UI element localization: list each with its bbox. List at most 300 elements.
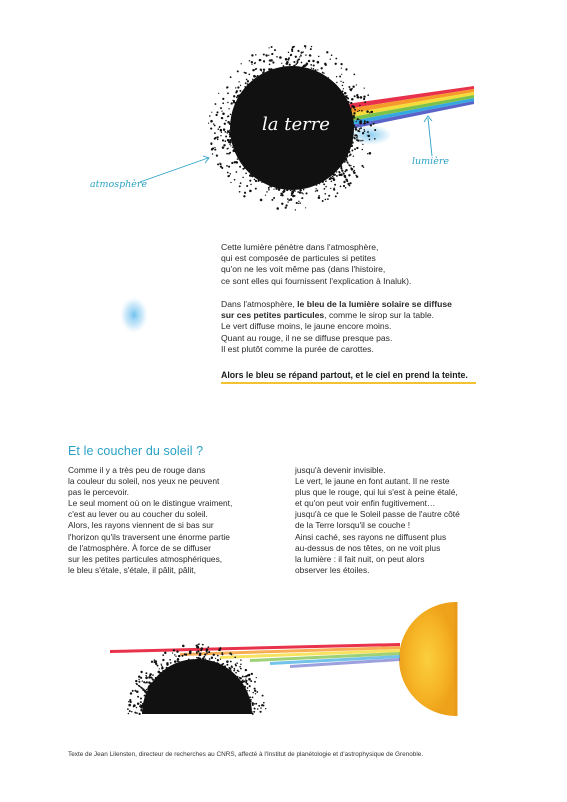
particle-dot bbox=[148, 681, 150, 683]
particle-dot bbox=[239, 666, 241, 668]
particle-dot bbox=[170, 662, 172, 664]
particle-dot bbox=[331, 177, 333, 179]
particle-dot bbox=[339, 76, 341, 78]
particle-dot bbox=[215, 114, 217, 116]
particle-dot bbox=[263, 702, 265, 704]
particle-dot bbox=[269, 63, 271, 65]
particle-dot bbox=[369, 152, 372, 155]
particle-dot bbox=[353, 172, 356, 175]
particle-dot bbox=[136, 691, 139, 694]
particle-dot bbox=[268, 187, 270, 189]
particle-dot bbox=[335, 195, 337, 197]
light-label: lumière bbox=[412, 156, 449, 167]
particle-dot bbox=[196, 651, 197, 652]
rainbow-beam-bottom bbox=[110, 643, 400, 668]
particle-dot bbox=[246, 185, 248, 187]
particle-dot bbox=[248, 674, 250, 676]
diffusion-lead: Dans l'atmosphère, bbox=[221, 299, 298, 309]
particle-dot bbox=[323, 183, 325, 185]
particle-dot bbox=[305, 207, 306, 208]
particle-dot bbox=[285, 204, 287, 206]
particle-dot bbox=[204, 653, 206, 655]
light-arrow bbox=[424, 116, 432, 156]
particle-dot bbox=[217, 139, 219, 141]
particle-dot bbox=[202, 644, 204, 646]
particle-dot bbox=[269, 47, 270, 48]
particle-dot bbox=[265, 708, 266, 709]
particle-dot bbox=[369, 139, 371, 141]
particle-dot bbox=[244, 192, 246, 194]
particle-dot bbox=[346, 95, 348, 97]
particle-dot bbox=[225, 120, 227, 122]
particle-dot bbox=[249, 190, 252, 193]
particle-dot bbox=[148, 676, 151, 679]
particle-dot bbox=[360, 120, 362, 122]
particle-dot bbox=[281, 203, 283, 205]
particle-dot bbox=[235, 665, 237, 667]
particle-dot bbox=[367, 153, 368, 154]
particle-dot bbox=[263, 53, 265, 55]
particle-dot bbox=[228, 153, 230, 155]
particle-dot bbox=[172, 652, 173, 653]
particle-dot bbox=[324, 193, 326, 195]
particle-dot bbox=[224, 131, 226, 133]
particle-dot bbox=[176, 651, 178, 653]
particle-dot bbox=[226, 153, 228, 155]
particle-dot bbox=[254, 62, 256, 64]
particle-dot bbox=[224, 123, 226, 125]
particle-dot bbox=[251, 64, 252, 65]
particle-dot bbox=[162, 659, 164, 661]
particle-dot bbox=[350, 102, 352, 104]
particle-dot bbox=[127, 708, 129, 710]
particle-dot bbox=[252, 713, 254, 715]
particle-dot bbox=[228, 166, 230, 168]
particle-dot bbox=[145, 675, 147, 677]
particle-dot bbox=[230, 114, 232, 116]
particle-dot bbox=[210, 128, 212, 130]
particle-dot bbox=[347, 163, 348, 164]
particle-dot bbox=[211, 656, 213, 658]
particle-dot bbox=[222, 652, 223, 653]
particle-dot bbox=[214, 132, 216, 134]
particle-dot bbox=[248, 73, 250, 75]
particle-dot bbox=[364, 87, 365, 88]
particle-dot bbox=[334, 184, 336, 186]
particle-dot bbox=[322, 200, 324, 202]
particle-dot bbox=[142, 680, 143, 681]
particle-dot bbox=[175, 656, 176, 657]
particle-dot bbox=[271, 199, 273, 201]
particle-dot bbox=[300, 192, 302, 194]
particle-dot bbox=[140, 710, 142, 712]
particle-dot bbox=[211, 112, 212, 113]
particle-dot bbox=[236, 90, 238, 92]
intro-line: qu'on ne les voit même pas (dans l'histoire, bbox=[221, 264, 386, 275]
particle-dot bbox=[131, 711, 132, 712]
particle-dot bbox=[164, 652, 166, 654]
particle-dot bbox=[291, 190, 293, 192]
particle-dot bbox=[364, 129, 365, 130]
particle-dot bbox=[340, 186, 342, 188]
particle-dot bbox=[364, 120, 366, 122]
particle-dot bbox=[252, 69, 254, 71]
particle-dot bbox=[230, 76, 232, 78]
particle-dot bbox=[274, 49, 276, 51]
particle-dot bbox=[217, 655, 219, 657]
particle-dot bbox=[219, 647, 221, 649]
particle-dot bbox=[310, 64, 312, 66]
particle-dot bbox=[353, 112, 355, 114]
particle-dot bbox=[215, 137, 217, 139]
particle-dot bbox=[260, 711, 262, 713]
particle-dot bbox=[200, 655, 201, 656]
particle-dot bbox=[332, 176, 333, 177]
particle-dot bbox=[298, 203, 299, 204]
particle-dot bbox=[220, 659, 221, 660]
particle-dot bbox=[223, 128, 225, 130]
particle-dot bbox=[359, 119, 360, 120]
particle-dot bbox=[169, 659, 171, 661]
particle-dot bbox=[276, 56, 278, 58]
particle-dot bbox=[140, 704, 141, 705]
sunset-column-left: Comme il y a très peu de rouge dans la couleur du soleil, nos yeux ne peuvent pas le percevoir. Le seul moment où on le distingue vraiment, c'est au lever ou au coucher du soleil. Alors, les rayons viennent de si bas sur l'horizon qu'ils traversent une énorme partie de l'atmosphère. À force de se diffuser sur les petites particules atmosphériques, le bleu s'étale, s'étale, il pâlit, pâlit, bbox=[68, 465, 233, 575]
particle-dot bbox=[343, 88, 344, 89]
particle-dot bbox=[345, 169, 347, 171]
particle-dot bbox=[339, 172, 341, 174]
particle-dot bbox=[347, 97, 349, 99]
particle-dot bbox=[356, 175, 358, 177]
particle-dot bbox=[349, 154, 351, 156]
particle-dot bbox=[362, 149, 364, 151]
particle-dot bbox=[138, 681, 140, 683]
particle-dot bbox=[252, 692, 253, 693]
particle-dot bbox=[296, 62, 298, 64]
particle-dot bbox=[146, 689, 148, 691]
particle-dot bbox=[356, 137, 358, 139]
particle-dot bbox=[289, 64, 291, 66]
particle-dot bbox=[309, 54, 311, 56]
particle-dot bbox=[221, 117, 222, 118]
particle-dot bbox=[254, 708, 256, 710]
particle-dot bbox=[299, 202, 301, 204]
particle-dot bbox=[356, 121, 357, 122]
earth-label: la terre bbox=[262, 114, 330, 135]
particle-dot bbox=[145, 672, 147, 674]
particle-dot bbox=[161, 668, 163, 670]
particle-dot bbox=[336, 175, 338, 177]
particle-dot bbox=[297, 59, 299, 61]
particle-dot bbox=[279, 56, 282, 59]
particle-dot bbox=[271, 53, 273, 55]
particle-dot bbox=[295, 56, 297, 58]
particle-dot bbox=[220, 135, 221, 136]
particle-dot bbox=[342, 82, 344, 84]
diffusion-bold-1: le bleu de la lumière solaire se diffuse bbox=[297, 299, 452, 309]
particle-dot bbox=[246, 680, 248, 682]
particle-dot bbox=[152, 674, 154, 676]
diffusion-line: Quant au rouge, il ne se diffuse presque pas. bbox=[221, 332, 393, 343]
particle-dot bbox=[257, 708, 259, 710]
particle-dot bbox=[358, 97, 359, 98]
particle-dot bbox=[352, 85, 354, 87]
particle-dot bbox=[239, 191, 241, 193]
particle-dot bbox=[222, 98, 224, 100]
particle-dot bbox=[245, 676, 246, 677]
particle-dot bbox=[133, 706, 135, 708]
particle-dot bbox=[250, 680, 252, 682]
particle-dot bbox=[139, 713, 141, 715]
particle-dot bbox=[263, 60, 265, 62]
particle-dot bbox=[221, 653, 223, 655]
particle-dot bbox=[252, 704, 254, 706]
particle-dot bbox=[140, 701, 142, 703]
blue-smudge-illustration bbox=[112, 292, 156, 338]
particle-dot bbox=[360, 96, 363, 99]
particle-dot bbox=[315, 190, 316, 191]
particle-dot bbox=[351, 98, 354, 101]
particle-dot bbox=[341, 67, 342, 68]
particle-dot bbox=[335, 58, 337, 60]
particle-dot bbox=[136, 707, 137, 708]
particle-dot bbox=[212, 147, 214, 149]
particle-dot bbox=[345, 187, 347, 189]
particle-dot bbox=[265, 194, 266, 195]
particle-dot bbox=[209, 115, 211, 117]
intro-line: ce sont elles qui fournissent l'explication à Inaluk). bbox=[221, 275, 412, 286]
particle-dot bbox=[291, 48, 293, 50]
particle-dot bbox=[259, 59, 261, 61]
particle-dot bbox=[217, 163, 219, 165]
particle-dot bbox=[330, 59, 331, 60]
particle-dot bbox=[340, 81, 341, 82]
particle-dot bbox=[214, 147, 215, 148]
particle-dot bbox=[231, 102, 233, 104]
particle-dot bbox=[292, 46, 294, 48]
particle-dot bbox=[336, 82, 337, 83]
particle-dot bbox=[288, 57, 290, 59]
particle-dot bbox=[129, 710, 131, 712]
particle-dot bbox=[140, 697, 142, 699]
particle-dot bbox=[245, 172, 247, 174]
particle-dot bbox=[234, 161, 236, 163]
particle-dot bbox=[271, 46, 273, 48]
conclusion-text: Alors le bleu se répand partout, et le ciel en prend la teinte. bbox=[221, 370, 468, 380]
particle-dot bbox=[247, 80, 249, 82]
particle-dot bbox=[230, 145, 231, 146]
particle-dot bbox=[217, 659, 219, 661]
particle-dot bbox=[357, 135, 358, 136]
sunset-column-right: jusqu'à devenir invisible. Le vert, le jaune en font autant. Il ne reste plus que le rouge, qui lui s'est à peine étalé, et qu'on peut voir enfin fugitivement… jusqu'à ce que le Soleil passe de l'autre côté de la Terre lorsqu'il se couche ! Ainsi caché, ses rayons ne diffusent plus au-dessus de nos têtes, on ne voit plus la lumière : il fait nuit, on peut alors observer les étoiles. bbox=[295, 465, 460, 575]
particle-dot bbox=[240, 664, 242, 666]
particle-dot bbox=[303, 51, 304, 52]
particle-dot bbox=[135, 680, 137, 682]
particle-dot bbox=[227, 175, 229, 177]
particle-dot bbox=[343, 185, 345, 187]
particle-dot bbox=[268, 55, 269, 56]
particle-dot bbox=[234, 179, 236, 181]
particle-dot bbox=[291, 192, 294, 195]
particle-dot bbox=[313, 64, 315, 66]
particle-dot bbox=[227, 92, 229, 94]
particle-dot bbox=[228, 148, 229, 149]
particle-dot bbox=[198, 657, 199, 658]
section-heading: Et le coucher du soleil ? bbox=[68, 444, 204, 458]
particle-dot bbox=[325, 186, 327, 188]
particle-dot bbox=[240, 85, 241, 86]
particle-dot bbox=[245, 669, 247, 671]
particle-dot bbox=[240, 182, 242, 184]
particle-dot bbox=[256, 677, 257, 678]
particle-dot bbox=[185, 653, 187, 655]
particle-dot bbox=[357, 118, 359, 120]
particle-dot bbox=[254, 703, 256, 705]
particle-dot bbox=[330, 188, 331, 189]
particle-dot bbox=[370, 111, 372, 113]
particle-dot bbox=[353, 137, 355, 139]
particle-dot bbox=[354, 95, 356, 97]
particle-dot bbox=[341, 170, 343, 172]
particle-dot bbox=[206, 650, 208, 652]
particle-dot bbox=[199, 652, 202, 655]
particle-dot bbox=[177, 660, 179, 662]
particle-dot bbox=[220, 107, 222, 109]
particle-dot bbox=[166, 663, 168, 665]
particle-dot bbox=[266, 191, 268, 193]
sun-disc bbox=[399, 602, 456, 716]
particle-dot bbox=[214, 149, 216, 151]
particle-dot bbox=[248, 678, 251, 681]
particle-dot bbox=[197, 646, 200, 649]
particle-dot bbox=[128, 704, 130, 706]
particle-dot bbox=[229, 144, 231, 146]
particle-dot bbox=[355, 128, 358, 131]
particle-dot bbox=[343, 181, 345, 183]
particle-dot bbox=[301, 192, 302, 193]
particle-dot bbox=[321, 67, 323, 69]
particle-dot bbox=[220, 129, 223, 132]
particle-dot bbox=[254, 688, 256, 690]
particle-dot bbox=[247, 683, 249, 685]
particle-dot bbox=[161, 664, 162, 665]
particle-dot bbox=[268, 189, 270, 191]
particle-dot bbox=[260, 707, 261, 708]
particle-dot bbox=[218, 128, 220, 130]
particle-dot bbox=[145, 677, 148, 680]
particle-dot bbox=[374, 138, 376, 140]
particle-dot bbox=[226, 87, 228, 89]
particle-dot bbox=[349, 165, 350, 166]
particle-dot bbox=[235, 87, 236, 88]
diffusion-line: Il est plutôt comme la purée de carottes. bbox=[221, 343, 374, 354]
particle-dot bbox=[197, 650, 199, 652]
particle-dot bbox=[346, 160, 347, 161]
particle-dot bbox=[159, 668, 160, 669]
particle-dot bbox=[299, 56, 300, 57]
particle-dot bbox=[265, 54, 267, 56]
particle-dot bbox=[198, 643, 200, 645]
particle-dot bbox=[162, 654, 164, 656]
particle-dot bbox=[322, 72, 324, 74]
particle-dot bbox=[273, 189, 274, 190]
particle-dot bbox=[209, 658, 211, 660]
particle-dot bbox=[303, 193, 304, 194]
particle-dot bbox=[222, 146, 225, 149]
particle-dot bbox=[313, 68, 315, 70]
particle-dot bbox=[272, 61, 274, 63]
particle-dot bbox=[240, 659, 241, 660]
particle-dot bbox=[285, 207, 287, 209]
particle-dot bbox=[331, 181, 333, 183]
particle-dot bbox=[296, 202, 298, 204]
particle-dot bbox=[140, 671, 142, 673]
diffusion-tail: , comme le sirop sur la table. bbox=[324, 310, 435, 321]
particle-dot bbox=[325, 199, 327, 201]
intro-line: Cette lumière pénètre dans l'atmosphère, bbox=[221, 242, 379, 252]
particle-dot bbox=[234, 668, 236, 670]
particle-dot bbox=[255, 188, 257, 190]
particle-dot bbox=[287, 201, 288, 202]
particle-dot bbox=[146, 681, 148, 683]
sunset-illustration bbox=[0, 590, 567, 720]
particle-dot bbox=[282, 191, 284, 193]
particle-dot bbox=[353, 166, 355, 168]
particle-dot bbox=[216, 136, 218, 138]
particle-dot bbox=[138, 679, 139, 680]
particle-dot bbox=[174, 660, 177, 663]
particle-dot bbox=[128, 713, 130, 715]
particle-dot bbox=[350, 89, 352, 91]
particle-dot bbox=[356, 147, 358, 149]
particle-dot bbox=[161, 666, 163, 668]
particle-dot bbox=[359, 105, 360, 106]
atmosphere-label: atmosphère bbox=[90, 179, 148, 190]
particle-dot bbox=[301, 62, 303, 64]
particle-dot bbox=[208, 122, 209, 123]
particle-dot bbox=[242, 177, 244, 179]
particle-dot bbox=[354, 109, 356, 111]
particle-dot bbox=[250, 184, 252, 186]
particle-dot bbox=[352, 105, 354, 107]
intro-paragraph bbox=[221, 242, 521, 287]
particle-dot bbox=[263, 68, 265, 70]
particle-dot bbox=[293, 61, 295, 63]
particle-dot bbox=[245, 82, 247, 84]
particle-dot bbox=[245, 678, 246, 679]
particle-dot bbox=[231, 162, 233, 164]
particle-dot bbox=[282, 194, 284, 196]
particle-dot bbox=[178, 655, 180, 657]
particle-dot bbox=[218, 93, 219, 94]
particle-dot bbox=[363, 95, 365, 97]
particle-dot bbox=[318, 56, 320, 58]
particle-dot bbox=[373, 123, 375, 125]
particle-dot bbox=[341, 74, 342, 75]
particle-dot bbox=[228, 131, 230, 133]
particle-dot bbox=[288, 52, 290, 54]
particle-dot bbox=[324, 188, 326, 190]
particle-dot bbox=[215, 658, 216, 659]
particle-dot bbox=[290, 54, 292, 56]
footer-credit: Texte de Jean Lilensten, directeur de recherches au CNRS, affecté à l'Institut de planétologie et d'astrophysique de Grenoble. bbox=[68, 751, 424, 758]
particle-dot bbox=[364, 131, 366, 133]
particle-dot bbox=[239, 90, 241, 92]
particle-dot bbox=[348, 86, 350, 88]
particle-dot bbox=[337, 192, 339, 194]
particle-dot bbox=[246, 79, 248, 81]
particle-dot bbox=[363, 98, 365, 100]
particle-dot bbox=[353, 115, 355, 117]
